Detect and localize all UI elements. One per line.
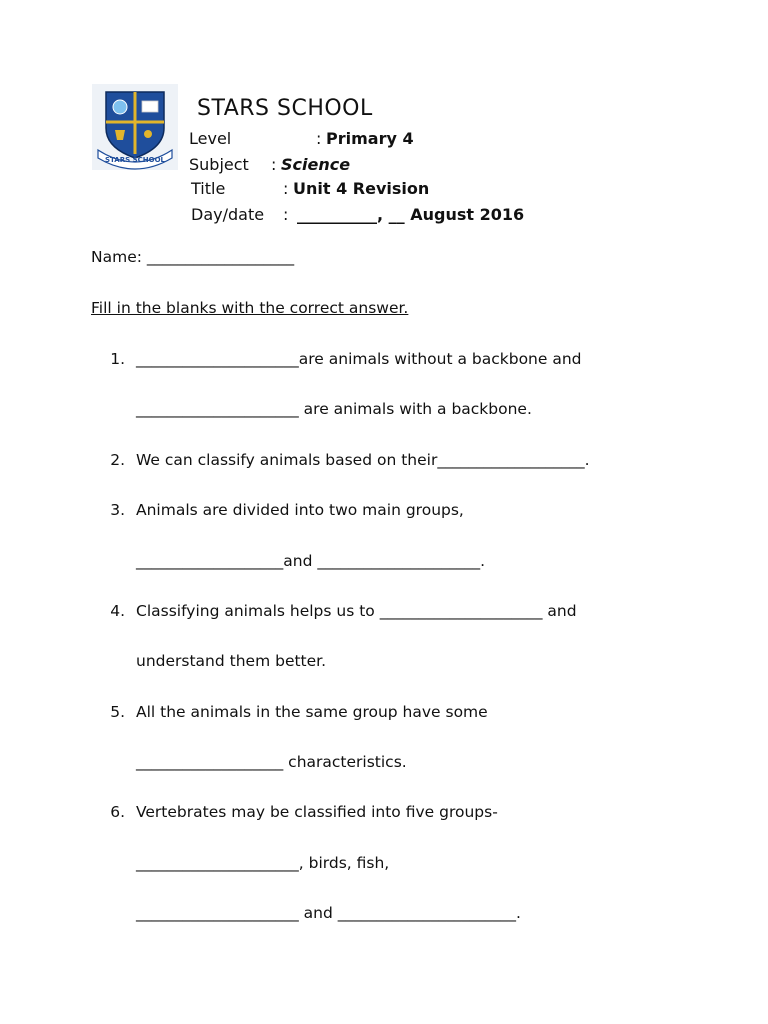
subject-label: Subject — [189, 155, 249, 174]
book-icon — [142, 101, 158, 112]
school-logo — [92, 84, 178, 170]
question-line: Animals are divided into two main groups, — [136, 501, 464, 519]
question-line: We can classify animals based on their___________________. — [136, 451, 590, 469]
key-icon — [144, 130, 152, 138]
school-name: STARS SCHOOL — [197, 96, 373, 121]
question-line: _____________________are animals without a backbone and — [136, 350, 582, 368]
question-number: 6. — [110, 803, 125, 821]
title-value: Unit 4 Revision — [293, 179, 430, 198]
question-line: _____________________, birds, fish, — [136, 854, 390, 872]
question-line: _____________________ are animals with a backbone. — [136, 400, 532, 418]
date-label: Day/date — [191, 205, 265, 224]
question-number: 3. — [110, 501, 125, 519]
level-label: Level — [189, 129, 232, 148]
level-value: Primary 4 — [326, 129, 414, 148]
subject-separator: : — [271, 155, 277, 174]
student-name-field: Name: ___________________ — [91, 248, 295, 266]
question-number: 4. — [110, 602, 125, 620]
question-number: 5. — [110, 703, 125, 721]
level-separator: : — [316, 129, 322, 148]
date-value: __________, __ August 2016 — [297, 205, 525, 224]
question-line: All the animals in the same group have some — [136, 703, 488, 721]
date-separator: : — [283, 205, 289, 224]
subject-value: Science — [281, 155, 351, 174]
question-line: Classifying animals helps us to _____________________ and — [136, 602, 577, 620]
question-number: 1. — [110, 350, 125, 368]
question-line: ___________________and _____________________. — [136, 552, 486, 570]
question-line: understand them better. — [136, 652, 327, 670]
globe-icon — [113, 100, 127, 114]
title-label: Title — [191, 179, 226, 198]
question-line: Vertebrates may be classified into five groups- — [136, 803, 498, 821]
title-separator: : — [283, 179, 289, 198]
question-number: 2. — [110, 451, 125, 469]
logo-banner-text: STARS SCHOOL — [105, 156, 165, 164]
instruction: Fill in the blanks with the correct answer. — [91, 299, 409, 317]
question-line: ___________________ characteristics. — [136, 753, 407, 771]
question-line: _____________________ and _______________________. — [136, 904, 521, 922]
